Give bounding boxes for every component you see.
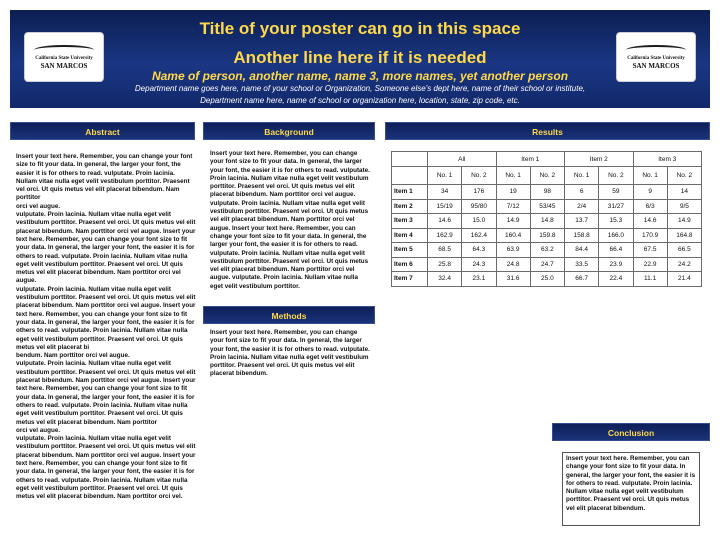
conclusion-box <box>562 452 700 526</box>
table-cell: 15.0 <box>462 214 496 229</box>
table-cell: 24.8 <box>496 257 530 272</box>
table-cell: 31/27 <box>599 199 633 214</box>
table-row <box>392 243 702 258</box>
methods-text: Insert your text here. Remember, you can change your font size to fit your data. In general, the larger your font, the easier it is for others to read. vulputate. Proin lacinia. Nullam vitae nulla eget velit vestibulum porttitor. Praesent vel orci. Ut quis metus vel elit placerat bibendum. <box>210 329 370 378</box>
table-row-label: Item 2 <box>392 199 428 214</box>
table-cell: 170.9 <box>633 228 667 243</box>
table-cell: 24.2 <box>667 257 701 272</box>
table-cell: 22.4 <box>599 272 633 287</box>
table-cell: 63.2 <box>530 243 564 258</box>
table-cell: 162.9 <box>428 228 462 243</box>
table-group-header: All <box>428 152 497 167</box>
table-cell: 32.4 <box>428 272 462 287</box>
table-cell: 24.7 <box>530 257 564 272</box>
table-cell: 15/19 <box>428 199 462 214</box>
table-row-label: Item 4 <box>392 228 428 243</box>
logo-university-name: California State University <box>627 55 685 61</box>
table-sub-header: No. 2 <box>599 167 633 185</box>
table-row-label: Item 3 <box>392 214 428 229</box>
table-sub-header: No. 1 <box>428 167 462 185</box>
table-sub-header: No. 1 <box>633 167 667 185</box>
table-row <box>392 228 702 243</box>
table-cell: 9 <box>633 185 667 200</box>
table-sub-header: No. 2 <box>530 167 564 185</box>
table-cell: 9/5 <box>667 199 701 214</box>
table-cell: 14 <box>667 185 701 200</box>
table-cell: 19 <box>496 185 530 200</box>
table-cell: 53/45 <box>530 199 564 214</box>
table-cell: 160.4 <box>496 228 530 243</box>
table-cell: 158.8 <box>565 228 599 243</box>
table-cell: 23.1 <box>462 272 496 287</box>
table-cell: 25.8 <box>428 257 462 272</box>
background-heading: Background <box>203 122 375 140</box>
table-sub-header: No. 2 <box>462 167 496 185</box>
table-corner-cell <box>392 152 428 167</box>
results-heading: Results <box>385 122 710 140</box>
table-cell: 66.4 <box>599 243 633 258</box>
table-cell: 166.0 <box>599 228 633 243</box>
logo-campus-name: SAN MARCOS <box>632 61 680 70</box>
abstract-text: Insert your text here. Remember, you can change your font size to fit your data. In general, the larger your font, the easier it is for others to read. vulputate. Proin lacinia. Nullam vitae nulla eget velit vestibulum porttitor. Praesent vel orci. Ut quis metus vel elit placerat bibendum. Nam porttitor orci vel augue. vulputate. Proin lacinia. Nullam vitae nulla eget velit vestibulum porttitor. Praesent vel orci. Ut quis metus vel elit placerat bibendum. Nam porttitor orci vel augue. Insert your text here. Remember, you can change your font size to fit your data. In general, the larger your font, the easier it is for others to read. vulputate. Proin lacinia. Nullam vitae nulla eget velit vestibulum porttitor. Praesent vel orci. Ut quis metus vel elit placerat bibendum. Nam porttitor orci vel augue. vulputate. Proin lacinia. Nullam vitae nulla eget velit vestibulum porttitor. Praesent vel orci. Ut quis metus vel elit placerat bibendum. Nam porttitor orci vel augue. Insert your text here. Remember, you can change your font size to fit your data. In general, the larger your font, the easier it is for others to read. vulputate. Proin lacinia. Nullam vitae nulla eget velit vestibulum porttitor. Praesent vel orci. Ut quis metus vel elit placerat bi bendum. Nam porttitor orci vel augue. vulputate. Proin lacinia. Nullam vitae nulla eget velit vestibulum porttitor. Praesent vel orci. Ut quis metus vel elit placerat bibendum. Nam porttitor orci vel augue. Insert your text here. Remember, you can change your font size to fit your data. In general, the larger your font, the easier it is for others to read. vulputate. Proin lacinia. Nullam vitae nulla eget velit vestibulum porttitor. Praesent vel orci. Ut quis metus vel elit placerat bibendum. Nam porttitor orci vel augue. vulputate. Proin lacinia. Nullam vitae nulla eget velit vestibulum porttitor. Praesent vel orci. Ut quis metus vel elit placerat bibendum. Nam porttitor orci vel augue. Insert your text here. Remember, you can change your font size to fit your data. In general, the larger your font, the easier it is for others to read. vulputate. Proin lacinia. Nullam vitae nulla eget velit vestibulum porttitor. Praesent vel orci. Ut quis metus vel elit placerat bibendum. Nam porttitor orci vel. <box>16 153 196 501</box>
table-row <box>392 272 702 287</box>
logo-university-name: California State University <box>35 55 93 61</box>
university-logo-right <box>616 32 696 82</box>
table-cell: 25.0 <box>530 272 564 287</box>
poster-title-line-1: Title of your poster can go in this space <box>199 19 521 38</box>
table-row <box>392 257 702 272</box>
table-cell: 23.9 <box>599 257 633 272</box>
table-cell: 11.1 <box>633 272 667 287</box>
table-row-label: Item 7 <box>392 272 428 287</box>
table-cell: 66.5 <box>667 243 701 258</box>
table-row <box>392 199 702 214</box>
table-cell: 21.4 <box>667 272 701 287</box>
table-row-label: Item 6 <box>392 257 428 272</box>
table-cell: 14.9 <box>667 214 701 229</box>
table-row-label: Item 5 <box>392 243 428 258</box>
table-sub-header: No. 1 <box>496 167 530 185</box>
university-logo-left <box>24 32 104 82</box>
table-corner-cell <box>392 167 428 185</box>
table-sub-header: No. 1 <box>565 167 599 185</box>
conclusion-heading: Conclusion <box>552 423 710 441</box>
logo-arc-icon <box>34 45 94 53</box>
table-cell: 66.7 <box>565 272 599 287</box>
abstract-heading: Abstract <box>10 122 195 140</box>
table-cell: 7/12 <box>496 199 530 214</box>
table-cell: 24.3 <box>462 257 496 272</box>
table-cell: 64.3 <box>462 243 496 258</box>
table-cell: 164.8 <box>667 228 701 243</box>
table-cell: 68.5 <box>428 243 462 258</box>
table-cell: 33.5 <box>565 257 599 272</box>
table-cell: 14.9 <box>496 214 530 229</box>
table-group-header: Item 2 <box>565 152 634 167</box>
table-cell: 15.3 <box>599 214 633 229</box>
table-cell: 162.4 <box>462 228 496 243</box>
table-cell: 6 <box>565 185 599 200</box>
table-cell: 14.6 <box>633 214 667 229</box>
table-cell: 22.9 <box>633 257 667 272</box>
table-row <box>392 214 702 229</box>
conclusion-text: Insert your text here. Remember, you can change your font size to fit your data. In general, the larger your font, the easier it is for others to read. vulputate. Proin lacinia. Nullam vitae nulla eget velit vestibulum porttitor. Praesent vel orci. Ut quis metus vel elit placerat bibendum. <box>566 455 696 512</box>
department-line-1: Department name goes here, name of your school or Organization, Someone else's dept here, name of their school or institute, <box>134 84 586 93</box>
table-cell: 67.5 <box>633 243 667 258</box>
table-cell: 84.4 <box>565 243 599 258</box>
table-row-label: Item 1 <box>392 185 428 200</box>
table-cell: 14.6 <box>428 214 462 229</box>
table-cell: 176 <box>462 185 496 200</box>
table-sub-header: No. 2 <box>667 167 701 185</box>
table-cell: 6/3 <box>633 199 667 214</box>
table-cell: 98 <box>530 185 564 200</box>
table-cell: 13.7 <box>565 214 599 229</box>
background-text: Insert your text here. Remember, you can change your font size to fit your data. In general, the larger your font, the easier it is for others to read. vulputate. Proin lacinia. Nullam vitae nulla eget velit vestibulum porttitor. Praesent vel orci. Ut quis metus vel elit placerat bibendum. Nam porttitor orci vel augue. vulputate. Proin lacinia. Nullam vitae nulla eget velit vestibulum porttitor. Praesent vel orci. Ut quis metus vel elit placerat bibendum. Nam porttitor orci vel augue. Insert your text here. Remember, you can change your font size to fit your data. In general, the larger your font, the easier it is for others to read. vulputate. Proin lacinia. Nullam vitae nulla eget velit vestibulum porttitor. Praesent vel orci. Ut quis metus vel elit placerat bibendum. Nam porttitor orci vel augue. vulputate. Proin lacinia. Nullam vitae nulla eget velit vestibulum porttitor. <box>210 150 370 290</box>
logo-arc-icon <box>626 45 686 53</box>
table-cell: 159.8 <box>530 228 564 243</box>
table-row <box>392 185 702 200</box>
table-group-header: Item 3 <box>633 152 702 167</box>
table-cell: 59 <box>599 185 633 200</box>
table-cell: 14.8 <box>530 214 564 229</box>
table-cell: 31.6 <box>496 272 530 287</box>
author-names: Name of person, another name, name 3, more names, yet another person <box>151 69 569 83</box>
results-table <box>391 151 702 287</box>
table-cell: 2/4 <box>565 199 599 214</box>
table-cell: 95/80 <box>462 199 496 214</box>
table-cell: 63.9 <box>496 243 530 258</box>
poster-title-line-2: Another line here if it is needed <box>233 48 487 67</box>
methods-heading: Methods <box>203 306 375 324</box>
department-line-2: Department name here, name of school or organization here, location, state, zip code, etc. <box>200 96 520 105</box>
logo-campus-name: SAN MARCOS <box>40 61 88 70</box>
poster-header <box>10 10 710 108</box>
table-group-header: Item 1 <box>496 152 565 167</box>
table-cell: 34 <box>428 185 462 200</box>
